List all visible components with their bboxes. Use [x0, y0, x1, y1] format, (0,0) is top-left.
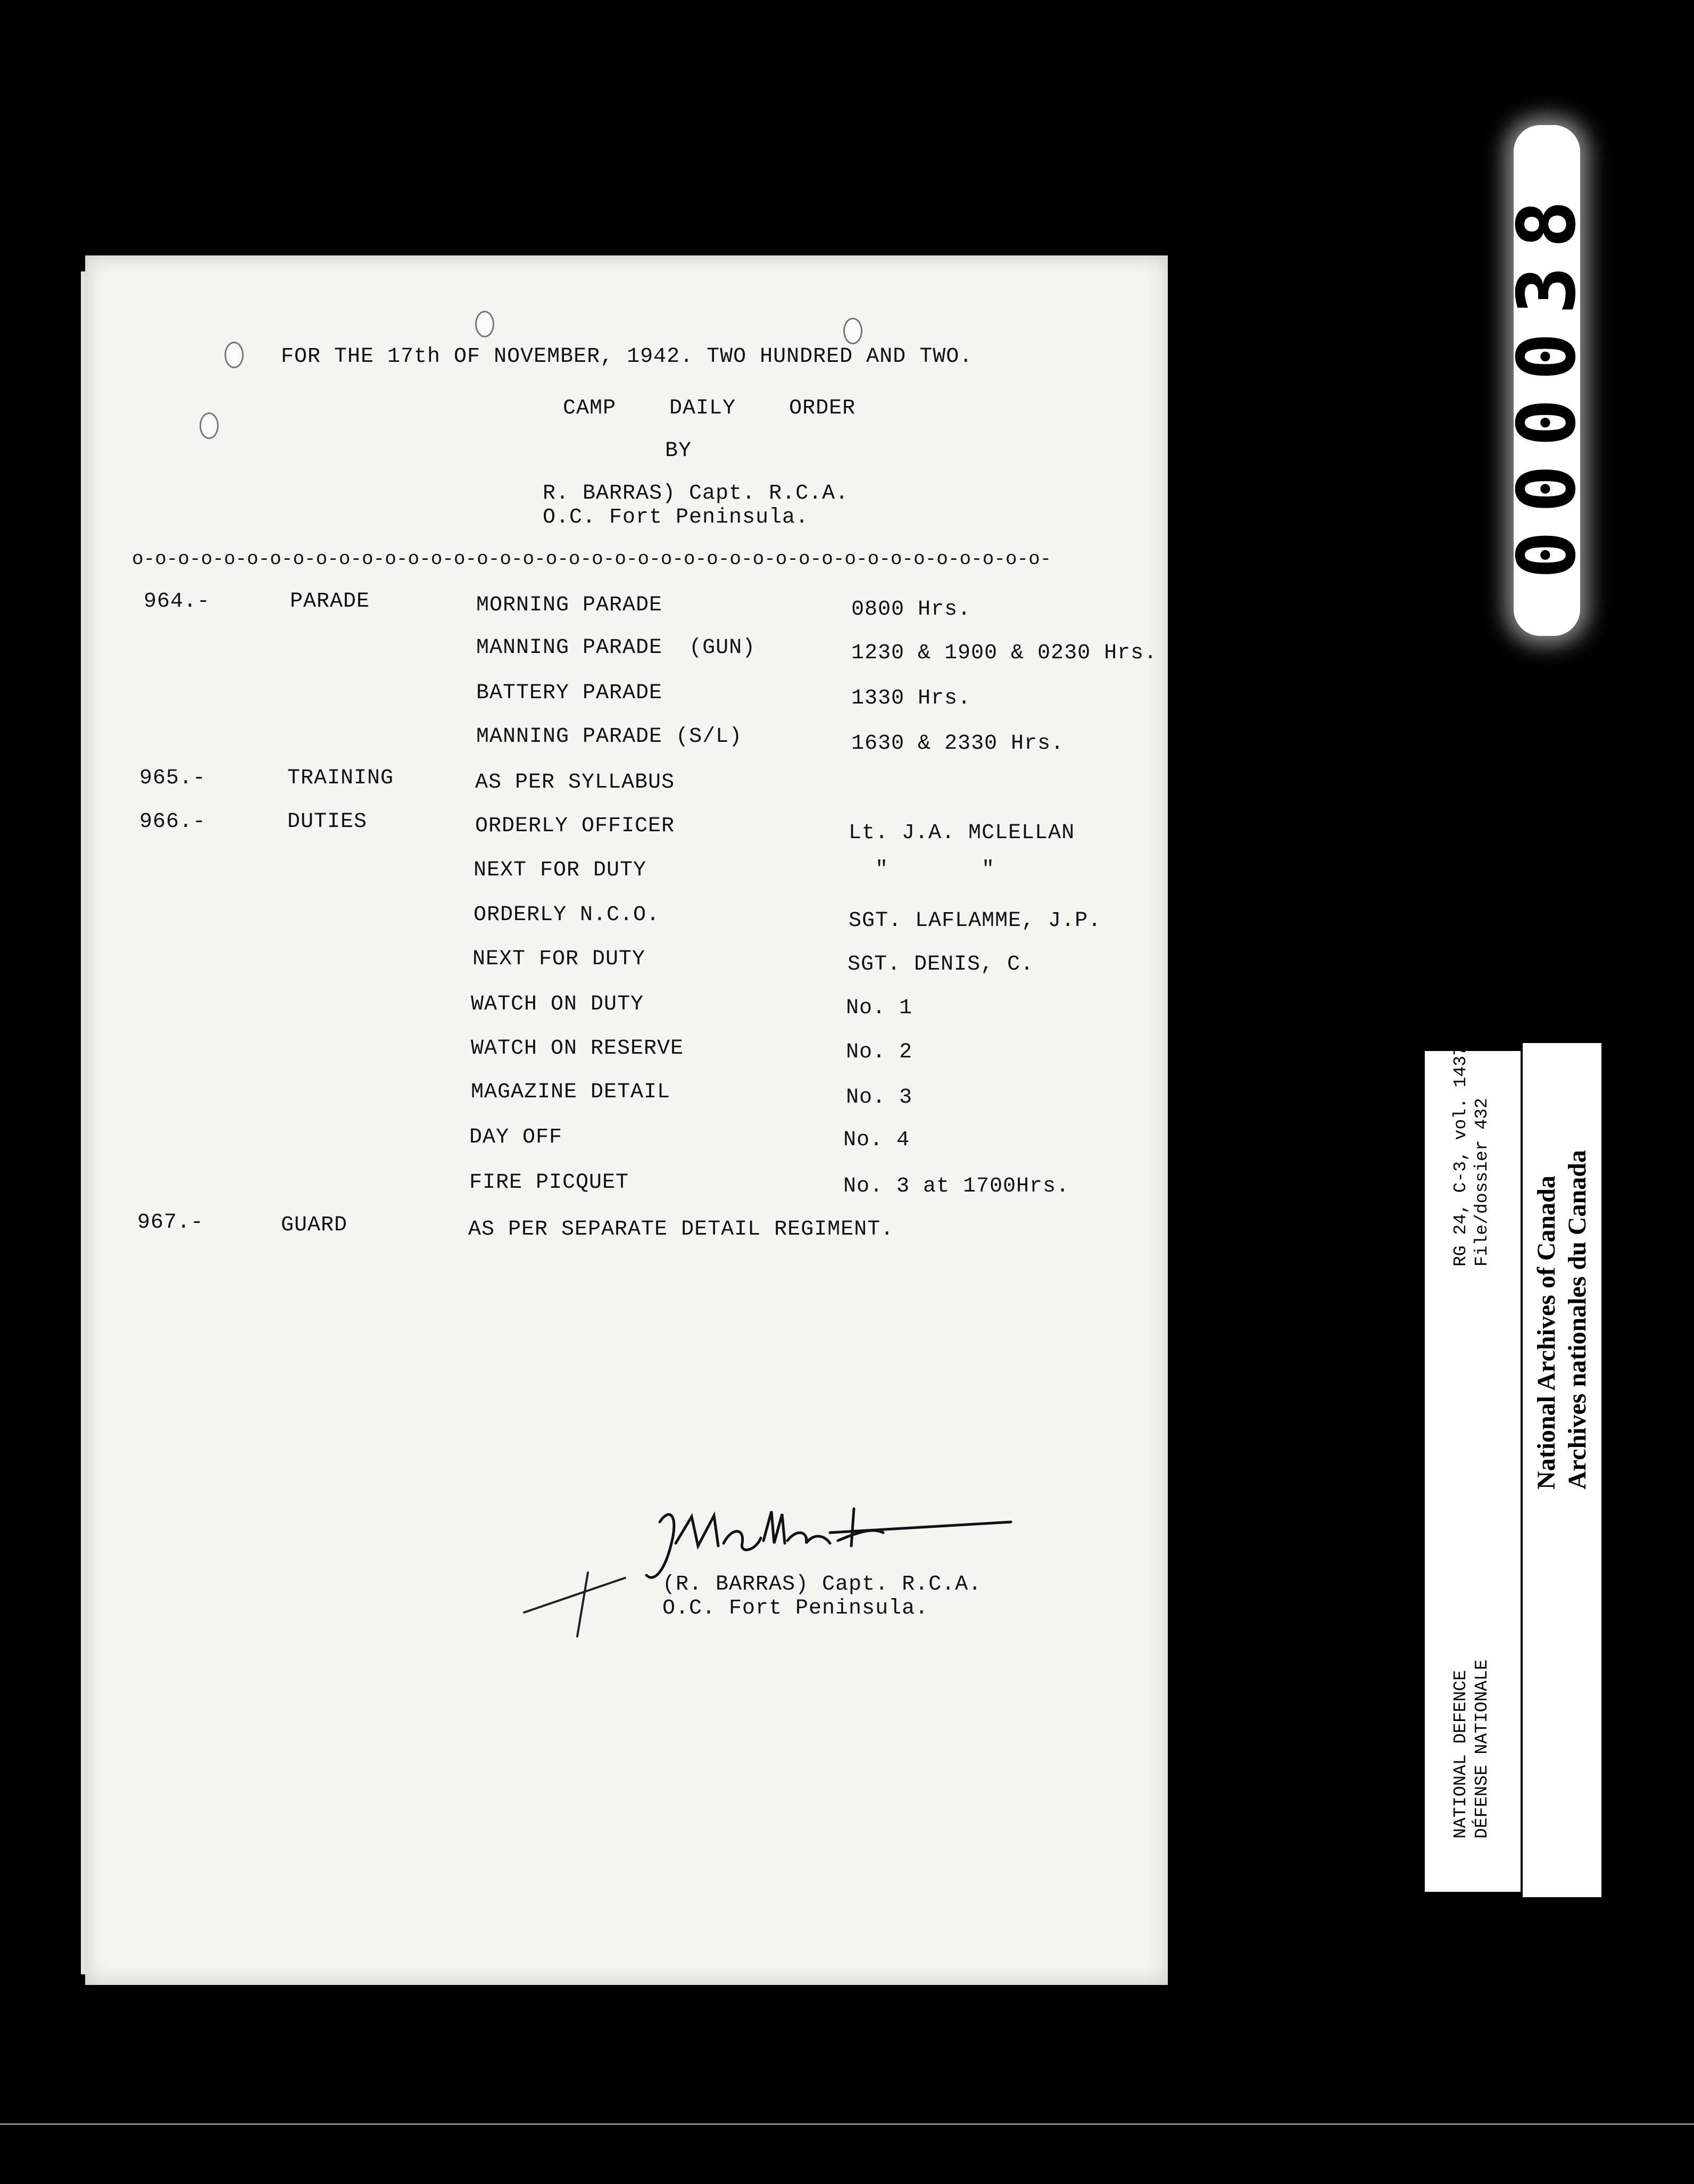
order-detail: No. 3	[846, 1086, 913, 1110]
order-detail: 1630 & 2330 Hrs.	[851, 732, 1065, 756]
order-item: DAY OFF	[469, 1126, 563, 1149]
order-detail: 1330 Hrs.	[851, 686, 971, 710]
order-detail: No. 3 at 1700Hrs.	[843, 1174, 1070, 1198]
signatory-post: O.C. Fort Peninsula.	[662, 1596, 929, 1620]
order-number: 966.-	[139, 810, 206, 834]
agency-english: NATIONAL DEFENCE	[1451, 1670, 1471, 1839]
order-detail: No. 2	[846, 1040, 913, 1064]
archives-french: Archives nationales du Canada	[1563, 1150, 1591, 1490]
agency-french: DÉFENSE NATIONALE	[1472, 1659, 1492, 1839]
order-number: 964.-	[144, 590, 211, 614]
order-number: 965.-	[139, 766, 206, 790]
order-subject: GUARD	[281, 1213, 348, 1237]
order-item: AS PER SEPARATE DETAIL REGIMENT.	[468, 1218, 894, 1242]
order-item: MORNING PARADE	[476, 593, 663, 617]
order-item: WATCH ON DUTY	[471, 992, 644, 1016]
order-item: MANNING PARADE (GUN)	[476, 636, 756, 660]
order-number: 967.-	[137, 1211, 204, 1235]
national-defence-stamp	[1425, 1035, 1521, 1892]
scan-edge-line	[0, 2123, 1694, 2125]
order-subject: DUTIES	[287, 810, 368, 834]
order-detail: SGT. DENIS, C.	[848, 953, 1034, 977]
national-archives-stamp	[1523, 1043, 1601, 1897]
signatory-name: (R. BARRAS) Capt. R.C.A.	[662, 1573, 982, 1596]
separator-line: o-o-o-o-o-o-o-o-o-o-o-o-o-o-o-o-o-o-o-o-o-o-o-o-o-o-o-o-o-o-o-o-o-o-o-o-o-o-o-o-	[132, 548, 1052, 570]
order-item: MAGAZINE DETAIL	[471, 1080, 671, 1104]
order-detail: No. 4	[843, 1128, 910, 1152]
order-item: BATTERY PARADE	[476, 681, 663, 705]
order-detail: Lt. J.A. MCLELLAN	[849, 821, 1075, 845]
frame-number: 000038	[1500, 182, 1593, 579]
issuing-officer-post: O.C. Fort Peninsula.	[543, 506, 809, 530]
order-subject: TRAINING	[287, 766, 394, 790]
order-detail: No. 1	[846, 996, 913, 1020]
by-line: BY	[665, 439, 692, 463]
order-detail: 1230 & 1900 & 0230 Hrs.	[851, 641, 1158, 665]
order-item: ORDERLY OFFICER	[475, 814, 675, 838]
order-detail: 0800 Hrs.	[851, 598, 971, 622]
order-item: ORDERLY N.C.O.	[474, 903, 660, 927]
order-detail: SGT. LAFLAMME, J.P.	[849, 909, 1102, 933]
document-title: CAMP DAILY ORDER	[563, 396, 856, 420]
order-subject: PARADE	[290, 590, 370, 614]
order-item: AS PER SYLLABUS	[475, 771, 675, 795]
order-item: WATCH ON RESERVE	[471, 1037, 684, 1061]
order-date-line: FOR THE 17th OF NOVEMBER, 1942. TWO HUNDRED AND TWO.	[281, 345, 973, 369]
order-detail: " "	[849, 858, 995, 882]
frame-number-stamp	[1500, 125, 1593, 636]
issuing-officer-name: R. BARRAS) Capt. R.C.A.	[543, 482, 849, 506]
order-item: NEXT FOR DUTY	[474, 858, 647, 882]
reference-volume: RG 24, C-3, vol. 14374	[1451, 1035, 1471, 1267]
order-item: MANNING PARADE (S/L)	[476, 725, 743, 749]
archives-english: National Archives of Canada	[1532, 1176, 1560, 1490]
order-item: FIRE PICQUET	[469, 1171, 629, 1195]
reference-file: File/dossier 432	[1472, 1098, 1492, 1267]
order-item: NEXT FOR DUTY	[472, 947, 646, 971]
